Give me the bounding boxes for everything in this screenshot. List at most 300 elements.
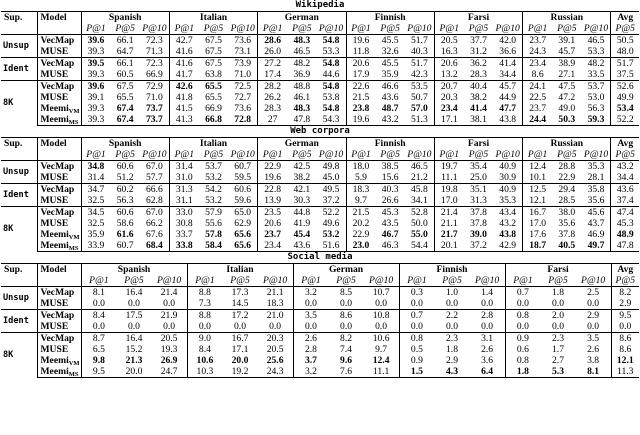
language-header: Finnish bbox=[346, 12, 434, 24]
score-cell: 2.3 bbox=[540, 333, 575, 345]
score-cell: 3.2 bbox=[293, 366, 328, 378]
score-cell: 40.9 bbox=[493, 161, 522, 173]
subheader-row bbox=[1, 275, 639, 287]
score-cell: 0.3 bbox=[399, 287, 434, 299]
score-cell: 54.4 bbox=[405, 240, 434, 252]
model-subscript: VM bbox=[68, 234, 80, 240]
score-cell: 0.0 bbox=[340, 321, 353, 332]
metric-header: P@10 bbox=[470, 275, 505, 287]
score-cell: 60.2 bbox=[110, 184, 139, 196]
score-cell: 0.9 bbox=[505, 333, 540, 345]
model-label: MUSE bbox=[40, 46, 69, 57]
score-cell: 26.6 bbox=[381, 195, 399, 206]
avg-cell: 45.3 bbox=[616, 218, 634, 229]
score-cell: 49.7 bbox=[582, 240, 611, 252]
score-cell: 65.6 bbox=[228, 240, 257, 252]
model-label: VecMap bbox=[40, 333, 75, 344]
metric-header: P@5 bbox=[292, 149, 312, 160]
avg-cell: 9.5 bbox=[611, 310, 639, 322]
score-cell: 7.4 bbox=[340, 344, 353, 355]
empty-cell bbox=[1, 23, 37, 35]
score-cell: 53.0 bbox=[582, 92, 611, 103]
metric-header: P@1 bbox=[89, 275, 109, 286]
model-label: Meemi bbox=[40, 355, 69, 366]
score-cell: 0.0 bbox=[516, 298, 529, 309]
score-cell: 40.9 bbox=[493, 184, 522, 196]
score-cell: 21.4 bbox=[434, 207, 463, 219]
score-cell: 1.8 bbox=[540, 287, 575, 299]
score-cell: 43.2 bbox=[375, 114, 404, 126]
score-cell: 39.6 bbox=[81, 81, 110, 93]
score-cell: 35.3 bbox=[582, 161, 611, 173]
score-cell: 47.7 bbox=[493, 103, 522, 114]
metric-header: P@5 bbox=[292, 23, 312, 34]
model-label: VecMap bbox=[40, 35, 75, 46]
score-cell: 0.0 bbox=[234, 321, 246, 332]
score-cell: 20.7 bbox=[434, 81, 463, 93]
score-cell: 39.3 bbox=[81, 114, 110, 126]
avg-cell: 47.4 bbox=[611, 207, 639, 219]
score-cell: 30.8 bbox=[175, 218, 193, 229]
score-cell: 0.0 bbox=[446, 298, 458, 309]
results-table bbox=[1, 137, 639, 252]
score-cell: 2.9 bbox=[446, 355, 458, 366]
score-cell: 56.3 bbox=[582, 103, 611, 114]
score-cell: 44.8 bbox=[287, 207, 316, 219]
score-cell: 21.5 bbox=[352, 92, 370, 103]
language-header: Farsi bbox=[505, 264, 611, 276]
language-header: Finnish bbox=[346, 138, 434, 150]
score-cell: 17.9 bbox=[352, 69, 370, 80]
score-cell: 41.8 bbox=[175, 92, 193, 103]
score-cell: 0.0 bbox=[446, 321, 458, 332]
metric-header: P@10 bbox=[317, 149, 346, 161]
model-name bbox=[37, 35, 81, 47]
score-cell: 0.0 bbox=[516, 321, 529, 332]
results-table bbox=[1, 11, 639, 126]
score-cell: 55.0 bbox=[405, 229, 434, 240]
model-subscript: VM bbox=[68, 360, 80, 366]
score-cell: 25.6 bbox=[258, 355, 293, 366]
metric-header: P@1 bbox=[527, 149, 548, 160]
metric-header: P@1 bbox=[262, 149, 283, 160]
score-cell: 23.5 bbox=[258, 207, 287, 219]
metric-header: P@5 bbox=[336, 275, 356, 286]
score-cell: 20.6 bbox=[264, 218, 282, 229]
score-cell: 20.3 bbox=[258, 333, 293, 345]
score-cell: 48.2 bbox=[287, 58, 316, 70]
score-cell: 41.5 bbox=[175, 103, 193, 114]
score-cell: 12.5 bbox=[523, 184, 552, 196]
header-row bbox=[1, 12, 639, 24]
metric-header: P@1 bbox=[174, 23, 195, 34]
score-cell: 0.0 bbox=[576, 321, 611, 333]
avg-cell: 43.6 bbox=[611, 184, 639, 196]
score-cell: 1.4 bbox=[470, 287, 505, 299]
score-cell: 18.3 bbox=[346, 184, 375, 196]
score-cell: 39.1 bbox=[87, 92, 105, 103]
language-header: German bbox=[258, 138, 346, 150]
score-cell: 66.9 bbox=[205, 103, 222, 114]
score-cell: 15.2 bbox=[125, 344, 143, 355]
score-cell: 10.3 bbox=[187, 366, 222, 378]
score-cell: 67.5 bbox=[110, 81, 139, 93]
score-cell: 17.0 bbox=[529, 218, 547, 229]
metric-header: P@5 bbox=[115, 149, 135, 160]
score-cell: 59.3 bbox=[582, 114, 611, 126]
score-cell: 7.6 bbox=[328, 366, 363, 378]
score-cell: 40.4 bbox=[464, 81, 493, 93]
model-name bbox=[37, 310, 81, 322]
score-cell: 42.7 bbox=[169, 35, 198, 47]
table-row bbox=[1, 207, 639, 219]
score-cell: 42.1 bbox=[287, 184, 316, 196]
language-header: German bbox=[258, 12, 346, 24]
table-row bbox=[1, 46, 639, 58]
supervision-label: 8K bbox=[1, 81, 37, 126]
score-cell: 36.6 bbox=[493, 46, 522, 58]
score-cell: 37.7 bbox=[464, 35, 493, 47]
header-row bbox=[1, 138, 639, 150]
score-cell: 16.4 bbox=[116, 333, 151, 345]
sup-header: Sup. bbox=[1, 264, 37, 276]
score-cell: 37.2 bbox=[317, 195, 346, 207]
score-cell: 38.2 bbox=[293, 172, 311, 183]
score-cell: 45.7 bbox=[493, 81, 522, 93]
score-cell: 45.7 bbox=[558, 46, 576, 57]
score-cell: 15.6 bbox=[381, 172, 399, 183]
language-header: Italian bbox=[169, 138, 257, 150]
score-cell: 56.3 bbox=[116, 195, 134, 206]
language-header: Italian bbox=[169, 12, 257, 24]
score-cell: 23.4 bbox=[440, 103, 458, 114]
score-cell: 41.4 bbox=[470, 103, 487, 114]
score-cell: 18.7 bbox=[523, 240, 552, 252]
metric-header: P@10 bbox=[493, 149, 522, 161]
model-label: Meemi bbox=[40, 240, 69, 251]
model-name bbox=[37, 184, 81, 196]
score-cell: 41.7 bbox=[175, 69, 193, 80]
score-cell: 0.0 bbox=[304, 321, 317, 332]
score-cell: 67.5 bbox=[199, 35, 228, 47]
score-cell: 49.8 bbox=[317, 161, 346, 173]
score-cell: 37.8 bbox=[464, 207, 493, 219]
score-cell: 19.3 bbox=[152, 344, 187, 355]
score-cell: 39.0 bbox=[470, 229, 487, 240]
score-cell: 59.6 bbox=[228, 195, 257, 207]
score-cell: 3.5 bbox=[576, 333, 611, 345]
score-cell: 3.1 bbox=[470, 333, 505, 345]
score-cell: 35.3 bbox=[493, 195, 522, 207]
score-cell: 41.6 bbox=[175, 46, 193, 57]
avg-metric-header: P@5 bbox=[615, 149, 635, 160]
score-cell: 35.9 bbox=[87, 229, 105, 240]
score-cell: 64.7 bbox=[116, 46, 134, 57]
score-cell: 41.6 bbox=[169, 58, 198, 70]
score-cell: 21.4 bbox=[152, 287, 187, 299]
model-name bbox=[37, 58, 81, 70]
model-subscript: MS bbox=[68, 245, 79, 252]
score-cell: 1.8 bbox=[505, 366, 540, 378]
score-cell: 66.1 bbox=[110, 35, 139, 47]
score-cell: 41.3 bbox=[169, 114, 198, 126]
model-name bbox=[37, 240, 81, 252]
score-cell: 73.7 bbox=[140, 114, 169, 126]
score-cell: 18.0 bbox=[346, 161, 375, 173]
score-cell: 53.3 bbox=[582, 46, 611, 58]
model-label: VecMap bbox=[40, 287, 75, 298]
model-header: Model bbox=[37, 12, 81, 24]
score-cell: 28.8 bbox=[552, 161, 581, 173]
score-cell: 42.6 bbox=[169, 81, 198, 93]
supervision-label: Ident bbox=[1, 58, 37, 81]
score-cell: 31.4 bbox=[87, 172, 105, 183]
score-cell: 22.6 bbox=[346, 81, 375, 93]
score-cell: 44.9 bbox=[493, 92, 522, 103]
score-cell: 0.0 bbox=[127, 321, 140, 332]
score-cell: 7.3 bbox=[198, 298, 211, 309]
table-row bbox=[1, 195, 639, 207]
empty-cell bbox=[37, 149, 81, 161]
score-cell: 17.1 bbox=[434, 114, 463, 126]
metric-header: P@10 bbox=[405, 23, 434, 35]
score-cell: 43.6 bbox=[381, 92, 399, 103]
score-cell: 0.0 bbox=[198, 321, 211, 332]
score-cell: 0.0 bbox=[340, 298, 353, 309]
score-cell: 24.7 bbox=[152, 366, 187, 378]
table-row bbox=[1, 229, 639, 240]
score-cell: 26.2 bbox=[264, 92, 282, 103]
score-cell: 12.1 bbox=[529, 195, 547, 206]
avg-cell: 48.0 bbox=[616, 46, 634, 57]
supervision-label: Unsup bbox=[1, 161, 37, 184]
table-row bbox=[1, 287, 639, 299]
score-cell: 68.4 bbox=[140, 240, 169, 252]
language-header: Spanish bbox=[81, 138, 169, 150]
score-cell: 34.4 bbox=[493, 69, 522, 81]
avg-cell: 47.8 bbox=[611, 240, 639, 252]
score-cell: 0.0 bbox=[470, 321, 505, 333]
table-row bbox=[1, 172, 639, 184]
score-cell: 21.1 bbox=[440, 218, 458, 229]
metric-header: P@10 bbox=[493, 23, 522, 35]
score-cell: 32.5 bbox=[87, 218, 105, 229]
score-cell: 23.8 bbox=[352, 103, 370, 114]
avg-cell: 49.9 bbox=[616, 92, 634, 103]
score-cell: 65.6 bbox=[228, 229, 257, 240]
score-cell: 20.3 bbox=[440, 92, 458, 103]
metric-header: P@10 bbox=[317, 23, 346, 35]
score-cell: 54.8 bbox=[317, 81, 346, 93]
score-cell: 33.8 bbox=[169, 240, 198, 252]
score-cell: 3.5 bbox=[293, 310, 328, 322]
score-cell: 20.0 bbox=[116, 366, 151, 378]
score-cell: 9.8 bbox=[92, 355, 105, 366]
score-cell: 49.6 bbox=[317, 218, 346, 229]
score-cell: 34.8 bbox=[81, 161, 110, 173]
score-cell: 46.5 bbox=[582, 35, 611, 47]
score-cell: 0.7 bbox=[505, 287, 540, 299]
avg-header: Avg bbox=[611, 12, 639, 24]
score-cell: 36.9 bbox=[293, 69, 311, 80]
score-cell: 32.5 bbox=[87, 195, 105, 206]
model-label: MUSE bbox=[40, 344, 69, 355]
avg-metric-header: P@5 bbox=[615, 23, 635, 34]
model-label: MUSE bbox=[40, 321, 69, 332]
results-table bbox=[1, 263, 639, 378]
score-cell: 19.2 bbox=[222, 366, 257, 378]
score-cell: 20.5 bbox=[152, 333, 187, 345]
avg-cell: 34.4 bbox=[616, 172, 634, 183]
score-cell: 35.6 bbox=[582, 195, 611, 207]
score-cell: 14.5 bbox=[231, 298, 249, 309]
score-cell: 34.5 bbox=[81, 207, 110, 219]
score-cell: 28.5 bbox=[558, 195, 576, 206]
score-cell: 11.1 bbox=[364, 366, 399, 378]
score-cell: 31.1 bbox=[175, 195, 193, 206]
table-row bbox=[1, 218, 639, 229]
score-cell: 53.2 bbox=[317, 229, 346, 240]
score-cell: 0.0 bbox=[92, 321, 105, 332]
score-cell: 49.5 bbox=[317, 184, 346, 196]
score-cell: 42.5 bbox=[287, 161, 316, 173]
table-row bbox=[1, 184, 639, 196]
score-cell: 71.3 bbox=[140, 46, 169, 58]
model-label: VecMap bbox=[40, 207, 75, 218]
score-cell: 60.7 bbox=[110, 240, 139, 252]
model-label: VecMap bbox=[40, 310, 75, 321]
model-name bbox=[37, 172, 81, 184]
score-cell: 60.6 bbox=[110, 161, 139, 173]
section-title: Wikipedia bbox=[295, 0, 345, 10]
score-cell: 24.3 bbox=[529, 46, 547, 57]
score-cell: 67.0 bbox=[140, 161, 169, 173]
score-cell: 2.3 bbox=[434, 333, 469, 345]
score-cell: 31.3 bbox=[169, 184, 198, 196]
score-cell: 37.2 bbox=[464, 240, 493, 252]
score-cell: 27 bbox=[258, 114, 287, 126]
score-cell: 3.7 bbox=[304, 355, 317, 366]
score-cell: 22.9 bbox=[258, 161, 287, 173]
score-cell: 48.8 bbox=[287, 81, 316, 93]
score-cell: 8.7 bbox=[81, 333, 116, 345]
score-cell: 67.5 bbox=[205, 46, 222, 57]
score-cell: 65.5 bbox=[116, 92, 134, 103]
score-cell: 25.0 bbox=[470, 172, 487, 183]
supervision-label: Unsup bbox=[1, 35, 37, 58]
metric-header: P@5 bbox=[468, 23, 489, 34]
score-cell: 0.0 bbox=[304, 298, 317, 309]
model-name bbox=[37, 287, 81, 299]
score-cell: 11.8 bbox=[352, 46, 370, 57]
avg-cell: 50.5 bbox=[611, 35, 639, 47]
score-cell: 30.9 bbox=[493, 172, 522, 184]
score-cell: 19.7 bbox=[434, 161, 463, 173]
metric-header: P@10 bbox=[140, 149, 169, 161]
score-cell: 43.2 bbox=[493, 218, 522, 229]
metric-header: P@10 bbox=[258, 275, 293, 287]
score-cell: 23.4 bbox=[258, 240, 287, 252]
metric-header: P@5 bbox=[442, 275, 462, 286]
score-cell: 38.0 bbox=[552, 207, 581, 219]
score-cell: 66.1 bbox=[110, 58, 139, 70]
supervision-label: Ident bbox=[1, 184, 37, 207]
score-cell: 16.4 bbox=[116, 287, 151, 299]
metric-header: P@1 bbox=[513, 275, 533, 286]
score-cell: 73.7 bbox=[140, 103, 169, 114]
score-cell: 27.2 bbox=[258, 58, 287, 70]
table-row bbox=[1, 92, 639, 103]
model-label: MUSE bbox=[40, 195, 69, 206]
metric-header: P@5 bbox=[548, 275, 568, 286]
model-label: Meemi bbox=[40, 103, 69, 114]
score-cell: 73.9 bbox=[228, 58, 257, 70]
score-cell: 72.3 bbox=[140, 35, 169, 47]
table-row bbox=[1, 58, 639, 70]
score-cell: 20.5 bbox=[258, 344, 293, 355]
score-cell: 5.3 bbox=[540, 366, 575, 378]
score-cell: 42.0 bbox=[493, 35, 522, 47]
score-cell: 16.3 bbox=[440, 46, 458, 57]
score-cell: 31.2 bbox=[470, 46, 487, 57]
score-cell: 21.9 bbox=[152, 310, 187, 322]
score-cell: 20.1 bbox=[434, 240, 463, 252]
score-cell: 23.7 bbox=[529, 103, 547, 114]
score-cell: 31.3 bbox=[470, 195, 487, 206]
score-cell: 23.0 bbox=[346, 240, 375, 252]
score-cell: 21.5 bbox=[346, 207, 375, 219]
score-cell: 38.9 bbox=[552, 58, 581, 70]
score-cell: 53.5 bbox=[405, 81, 434, 93]
metric-header: P@1 bbox=[86, 23, 106, 34]
score-cell: 0.9 bbox=[410, 355, 423, 366]
model-label: MUSE bbox=[40, 69, 69, 80]
score-cell: 37.8 bbox=[470, 218, 487, 229]
score-cell: 0.0 bbox=[552, 321, 564, 332]
score-cell: 17.0 bbox=[440, 195, 458, 206]
avg-cell: 48.9 bbox=[616, 229, 634, 240]
score-cell: 12.4 bbox=[364, 355, 399, 366]
avg-cell: 53.4 bbox=[616, 103, 634, 114]
score-cell: 47.2 bbox=[558, 92, 576, 103]
score-cell: 62.8 bbox=[140, 195, 169, 207]
sup-header: Sup. bbox=[1, 12, 37, 24]
score-cell: 43.7 bbox=[582, 218, 611, 229]
score-cell: 43.8 bbox=[493, 114, 522, 126]
score-cell: 46.5 bbox=[405, 161, 434, 173]
metric-header: P@10 bbox=[364, 275, 399, 287]
score-cell: 38.5 bbox=[375, 161, 404, 173]
score-cell: 50.7 bbox=[405, 92, 434, 103]
score-cell: 46.5 bbox=[293, 46, 311, 57]
model-name bbox=[37, 46, 81, 58]
supervision-label: 8K bbox=[1, 333, 37, 378]
score-cell: 58.6 bbox=[116, 218, 134, 229]
metric-header: P@1 bbox=[174, 149, 195, 160]
model-label: VecMap bbox=[40, 58, 75, 69]
score-cell: 33.7 bbox=[175, 229, 193, 240]
section-title: Social media bbox=[287, 252, 353, 262]
score-cell: 2.9 bbox=[576, 310, 611, 322]
score-cell: 30.3 bbox=[293, 195, 311, 206]
avg-cell: 52.6 bbox=[611, 81, 639, 93]
score-cell: 39.3 bbox=[87, 103, 105, 114]
language-header: Finnish bbox=[399, 264, 505, 276]
score-cell: 17.4 bbox=[264, 69, 282, 80]
score-cell: 34.7 bbox=[81, 184, 110, 196]
score-cell: 51.7 bbox=[405, 58, 434, 70]
score-cell: 62.9 bbox=[228, 218, 257, 229]
